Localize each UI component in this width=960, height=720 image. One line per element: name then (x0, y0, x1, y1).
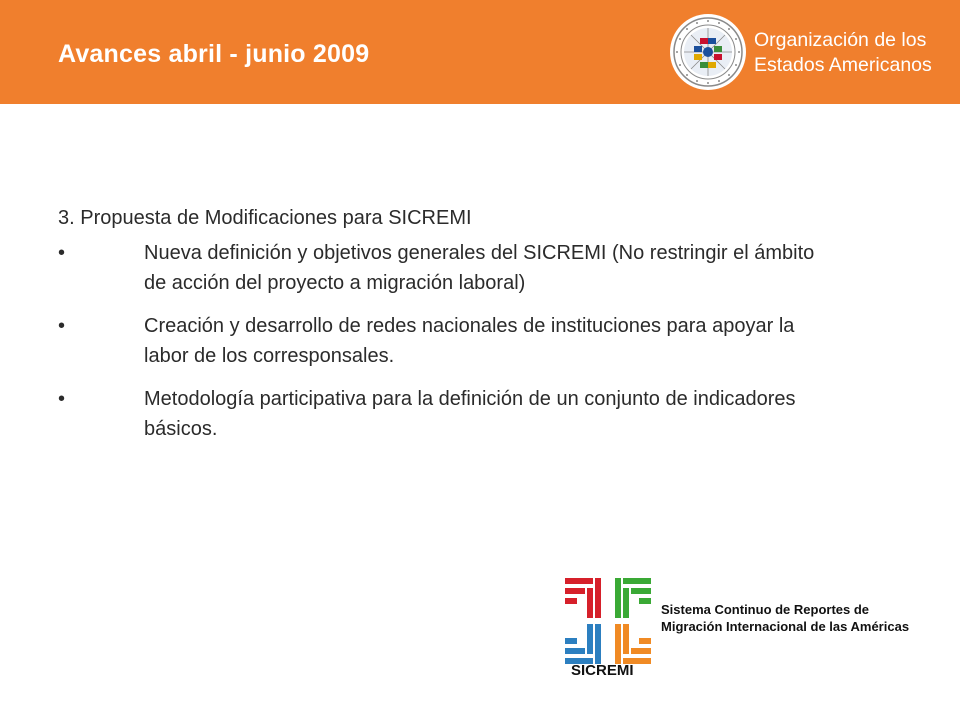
bullet-text: Creación y desarrollo de redes nacionales de instituciones para apoyar la labor de los corresponsales. (144, 315, 795, 367)
oas-seal-icon (669, 13, 747, 91)
organization-name-line-2: Estados Americanos (754, 54, 932, 76)
sicremi-name-line-1: Sistema Continuo de Reportes de (661, 602, 870, 617)
bullet-text: Nueva definición y objetivos generales del SICREMI (No restringir el ámbito de acción del proyecto a migración laboral) (144, 242, 815, 294)
section-heading: 3. Propuesta de Modificaciones para SICREMI (58, 207, 472, 229)
sicremi-name-line-2: Migración Internacional de las Américas (661, 619, 910, 634)
bullet-text: Metodología participativa para la definición de un conjunto de indicadores básicos. (144, 388, 796, 440)
header-bar (0, 0, 960, 104)
organization-name-line-1: Organización de los (754, 29, 927, 51)
slide-body (58, 204, 858, 457)
sicremi-full-name (661, 601, 909, 635)
organization-name (754, 28, 954, 78)
bullet-item (58, 311, 858, 371)
bullet-item (58, 384, 858, 444)
sicremi-acronym: SICREMI (571, 662, 634, 679)
slide-title: Avances abril - junio 2009 (58, 40, 370, 68)
bullet-icon: • (58, 388, 66, 410)
bullet-item (58, 238, 858, 298)
bullet-icon: • (58, 242, 66, 264)
sicremi-logo-icon (563, 576, 653, 666)
bullet-icon: • (58, 315, 66, 337)
